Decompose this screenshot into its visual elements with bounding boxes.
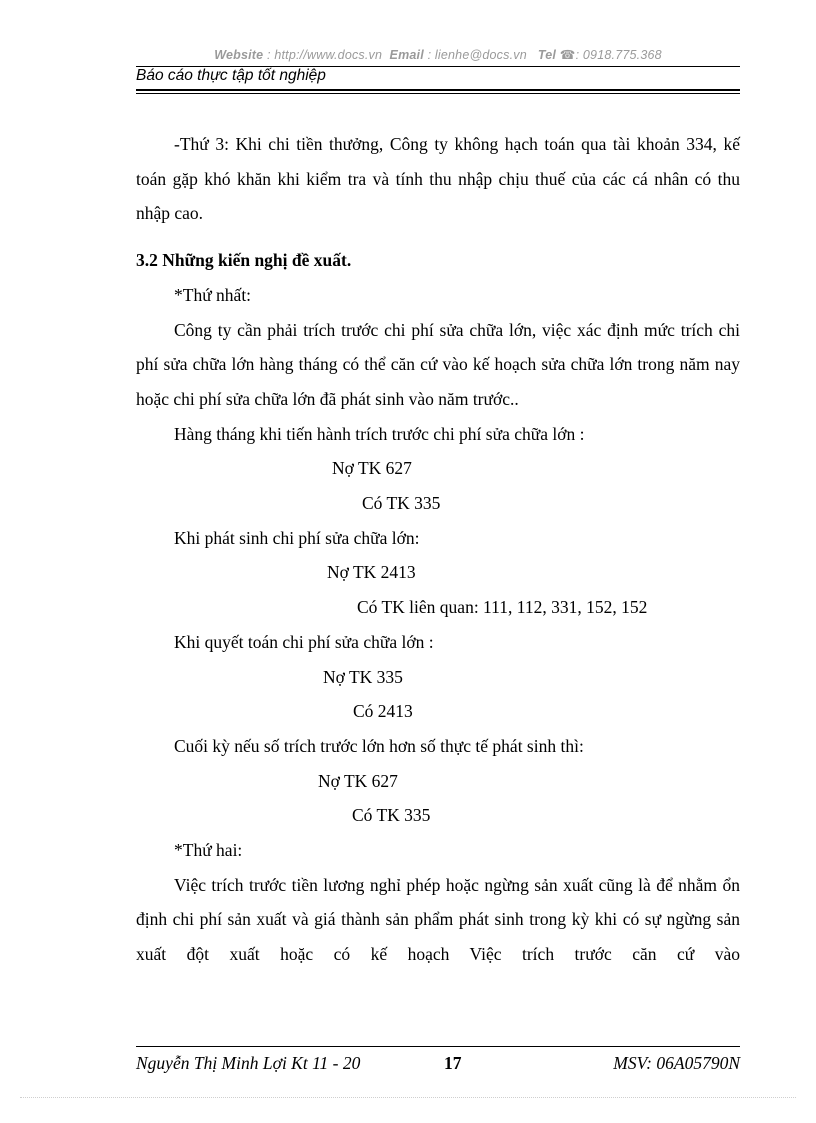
website-url[interactable]: : http://www.docs.vn <box>267 48 383 62</box>
entry-2-debit: Nợ TK 2413 <box>327 562 416 583</box>
email-address[interactable]: : lienhe@docs.vn <box>427 48 527 62</box>
entry-1-debit: Nợ TK 627 <box>332 458 412 479</box>
line-khi-phat-sinh: Khi phát sinh chi phí sửa chữa lớn: <box>174 527 420 548</box>
page-footer <box>136 1053 740 1077</box>
header-rule-thin <box>136 93 740 94</box>
entry-3-credit: Có 2413 <box>353 701 413 722</box>
entry-1-credit: Có TK 335 <box>362 493 441 514</box>
tel-number: : 0918.775.368 <box>575 48 662 62</box>
student-id: MSV: 06A05790N <box>613 1053 740 1073</box>
entry-3-debit: Nợ TK 335 <box>323 666 403 687</box>
page-body <box>136 127 740 972</box>
footer-author: Nguyễn Thị Minh Lợi Kt 11 - 20 <box>136 1053 361 1073</box>
report-title: Báo cáo thực tập tốt nghiệp <box>136 67 326 84</box>
label-thu-nhat: *Thứ nhất: <box>174 284 252 305</box>
paragraph-thu-3: -Thứ 3: Khi chi tiền thưởng, Công ty không hạch toán qua tài khoản 334, kế toán gặp khó khăn khi kiểm tra và tính thu nhập chịu thuế của các cá nhân có thu nhập cao. <box>136 134 740 224</box>
footer-rule <box>136 1046 740 1047</box>
entry-4-debit: Nợ TK 627 <box>318 770 398 791</box>
page-number: 17 <box>444 1053 462 1073</box>
line-khi-quyet-toan: Khi quyết toán chi phí sửa chữa lớn : <box>174 631 434 652</box>
spacer <box>136 231 740 243</box>
email-label: Email <box>389 48 424 62</box>
website-contact-line <box>136 47 740 62</box>
section-heading-3-2: 3.2 Những kiến nghị đề xuất. <box>136 250 352 271</box>
website-label: Website <box>214 48 264 62</box>
label-thu-hai: *Thứ hai: <box>174 840 243 861</box>
paragraph-viec-trich: Việc trích trước tiền lương nghỉ phép hoặc ngừng sản xuất cũng là để nhằm ổn định chi phí sản xuất và giá thành sản phẩm phát sinh trong kỳ khi có sự ngừng sản xuất đột xuất hoặc có kế hoạch Việc trích trước căn cứ vào <box>136 874 740 965</box>
paragraph-cong-ty: Công ty cần phải trích trước chi phí sửa chữa lớn, việc xác định mức trích chi phí sửa chữa lớn hàng tháng có thể căn cứ vào kế hoạch sửa chữa lớn trong năm nay hoặc chi phí sửa chữa lớn đã phát sinh vào năm trước.. <box>136 319 740 409</box>
header-rule-thick <box>136 89 740 91</box>
line-hang-thang: Hàng tháng khi tiến hành trích trước chi phí sửa chữa lớn : <box>174 423 585 444</box>
tel-label: Tel <box>537 48 557 62</box>
phone-icon: ☎ <box>559 48 576 62</box>
line-cuoi-ky: Cuối kỳ nếu số trích trước lớn hơn số thực tế phát sinh thì: <box>174 735 584 756</box>
entry-2-credit: Có TK liên quan: 111, 112, 331, 152, 152 <box>357 597 648 618</box>
page-bottom-border <box>20 1097 796 1098</box>
entry-4-credit: Có TK 335 <box>352 805 431 826</box>
